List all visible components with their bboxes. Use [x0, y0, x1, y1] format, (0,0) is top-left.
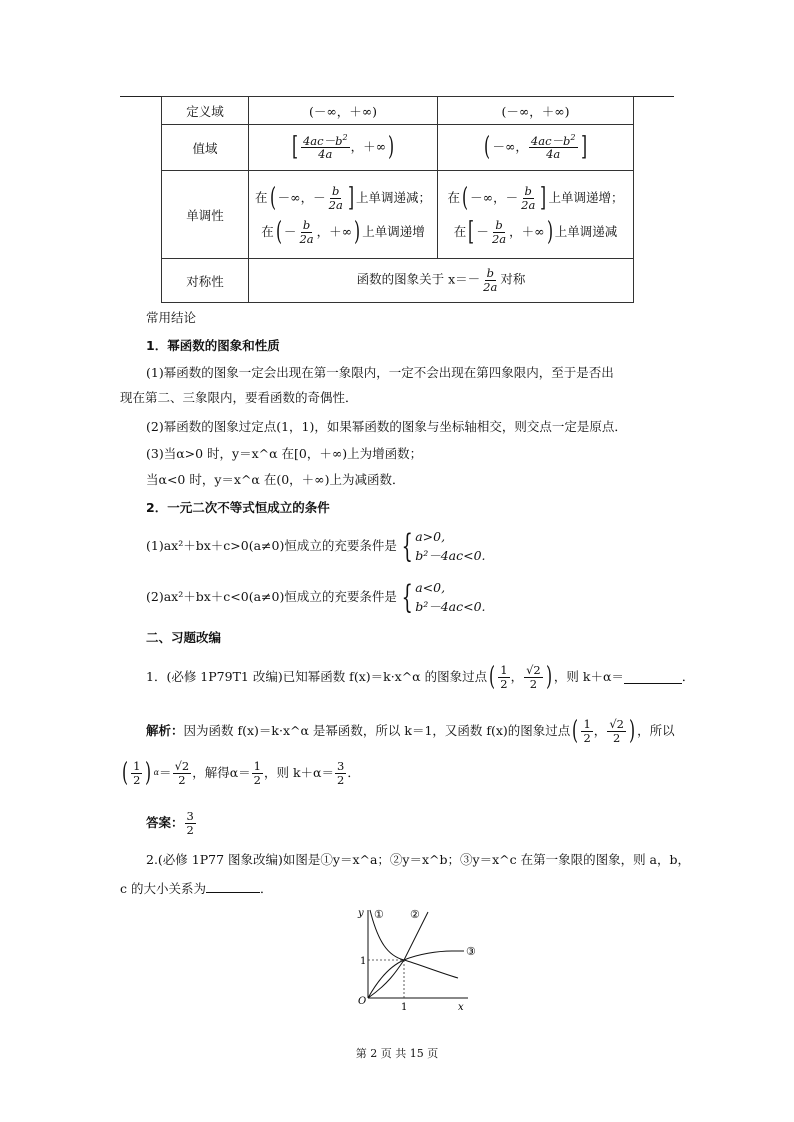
heading-exercises: 二、习题改编	[146, 630, 222, 645]
y-one-label: 1	[360, 956, 367, 967]
solution-line-1: 解析： 因为函数 f(x)＝k·x^α 是幂函数，所以 k＝1，又函数 f(x)的图象过点 ( $\frac{1}{2}$ ， $\frac{√2}{2}$ ) ，所以	[146, 716, 675, 746]
table-row	[162, 97, 634, 125]
range-neg: ( －∞， $\frac{4ac-b^2}{4a}$ ]	[438, 125, 634, 171]
heading-power-functions: 1．幂函数的图象和性质	[146, 338, 280, 353]
x-one-label: 1	[401, 1002, 408, 1012]
curve-3	[368, 951, 452, 998]
row-label-domain: 定义域	[162, 97, 249, 125]
table-row	[162, 125, 634, 171]
answer-line: 答案： $\frac{3}{2}$	[146, 808, 194, 837]
curve-2-label: ②	[410, 908, 420, 921]
curve-1-label: ①	[374, 908, 384, 921]
monotonic-neg: 在( －∞，－ $\frac{b}{2a}$ ] 上单调递增； 在[ － $\frac{b}{2a}$ ，＋∞) 上单调递减	[438, 171, 634, 259]
page-footer: 第 2 页 共 15 页	[355, 1047, 439, 1060]
monotonic-pos: 在( －∞，－ $\frac{b}{2a}$ ] 上单调递减； 在( － $\frac{b}{2a}$ ，＋∞) 上单调递增	[249, 171, 438, 259]
question-1: 1．(必修 1P79T1 改编)已知幂函数 f(x)＝k·x^α 的图象过点 ( $\frac{1}{2}$ ， $\frac{√2}{2}$ ) ，则 k＋α＝ ．	[146, 662, 695, 692]
answer-blank-1[interactable]	[624, 671, 682, 684]
properties-table	[161, 96, 634, 303]
paragraph-3: (3)当α>0 时，y＝x^α 在[0，＋∞)上为增函数；	[146, 446, 423, 461]
domain-pos: (－∞，＋∞)	[249, 97, 438, 125]
table-row	[162, 171, 634, 259]
domain-neg: (－∞，＋∞)	[438, 97, 634, 125]
curve-3-label: ③	[466, 945, 476, 958]
row-label-range: 值域	[162, 125, 249, 171]
paragraph-1-line-2: 现在第二、三象限内，要看函数的奇偶性．	[120, 390, 358, 405]
paragraph-1-line-1: (1)幂函数的图象一定会出现在第一象限内，一定不会出现在第四象限内，至于是否出	[146, 365, 614, 380]
origin-label: O	[358, 996, 367, 1007]
symmetry-cell: 函数的图象关于 x＝－ $\frac{b}{2a}$ 对称	[249, 259, 634, 303]
y-label: y	[358, 908, 364, 919]
common-conclusions-title: 常用结论	[146, 310, 197, 325]
paragraph-2: (2)幂函数的图象过定点(1，1)，如果幂函数的图象与坐标轴相交，则交点一定是原点．	[146, 419, 627, 434]
answer-blank-2[interactable]	[206, 880, 260, 893]
question-2-line-2: c 的大小关系为 ．	[120, 881, 273, 896]
range-pos: [ $\frac{4ac-b^2}{4a}$ ，＋∞)	[249, 125, 438, 171]
heading-quadratic-inequality: 2．一元二次不等式恒成立的条件	[146, 500, 330, 515]
question-2-line-1: 2.(必修 1P77 图象改编)如图是①y＝x^a；②y＝x^b；③y＝x^c 在第一象限的图象，则 a，b，	[146, 852, 691, 867]
x-label: x	[458, 1002, 464, 1012]
power-function-graph	[348, 902, 478, 1012]
solution-line-2: ( $\frac{1}{2}$ ) α ＝ $\frac{√2}{2}$ ，解得α＝ $\frac{1}{2}$ ，则 k＋α＝ $\frac{3}{2}$ ．	[122, 758, 360, 788]
row-label-monotonic: 单调性	[162, 171, 249, 259]
row-label-symmetry: 对称性	[162, 259, 249, 303]
condition-1: (1)ax²＋bx＋c>0(a≠0)恒成立的充要条件是 { a>0, b²－4ac<0.	[146, 527, 486, 565]
table-row	[162, 259, 634, 303]
paragraph-4: 当α<0 时，y＝x^α 在(0，＋∞)上为减函数．	[146, 472, 405, 487]
condition-2: (2)ax²＋bx＋c<0(a≠0)恒成立的充要条件是 { a<0, b²－4ac<0.	[146, 578, 486, 616]
